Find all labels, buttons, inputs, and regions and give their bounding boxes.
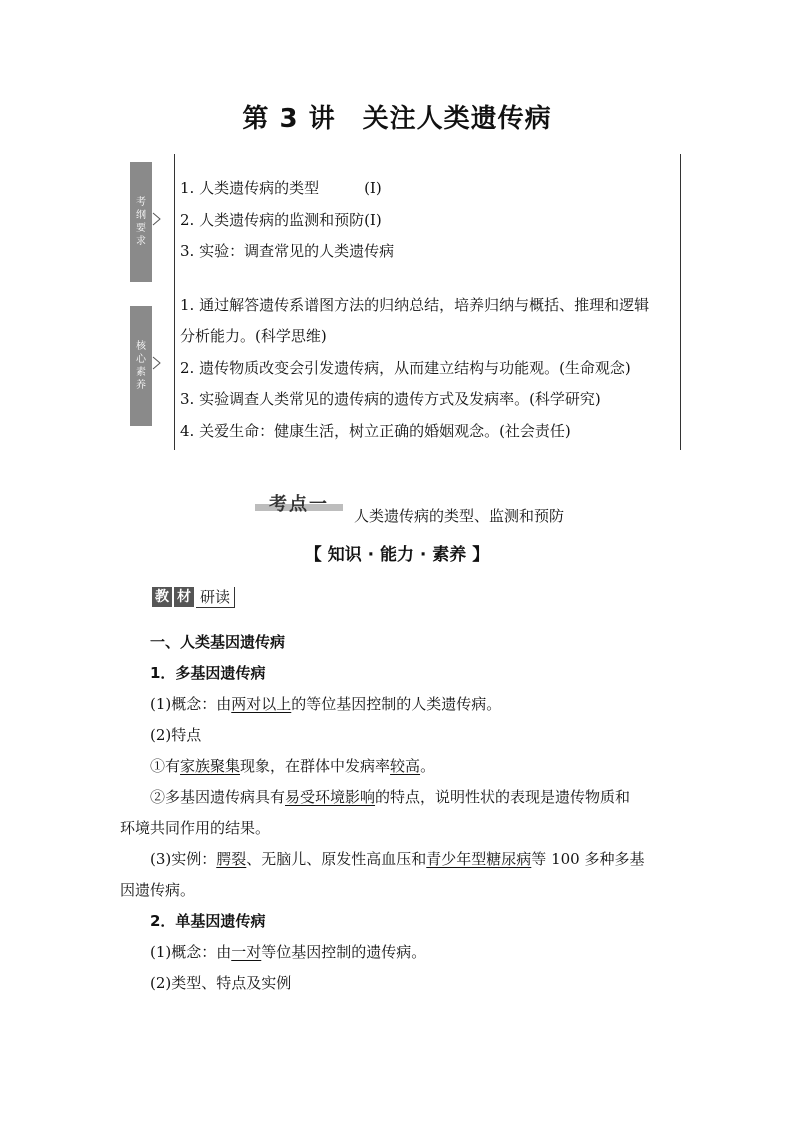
chevron-right-icon bbox=[152, 212, 162, 226]
heading-1: 一、人类基因遗传病 bbox=[150, 633, 286, 651]
objectives-label-requirements: 考纲要求 bbox=[130, 162, 152, 282]
requirement-item-2: 2. 人类遗传病的监测和预防(Ⅰ) bbox=[180, 211, 382, 229]
literacy-item-1-cont: 分析能力。(科学思维) bbox=[180, 327, 327, 345]
paragraph-line: 因遗传病。 bbox=[120, 881, 196, 899]
page-title: 第 3 讲 关注人类遗传病 bbox=[242, 104, 552, 134]
requirement-item-3: 3. 实验：调查常见的人类遗传病 bbox=[180, 242, 395, 260]
kaodian-badge bbox=[255, 490, 343, 516]
paragraph-line: (2)特点 bbox=[150, 726, 202, 744]
literacy-item-3: 3. 实验调查人类常见的遗传病的遗传方式及发病率。(科学研究) bbox=[180, 390, 601, 408]
tag-text: 研读 bbox=[196, 587, 235, 608]
paragraph-line: ②多基因遗传病具有易受环境影响的特点，说明性状的表现是遗传物质和 bbox=[150, 788, 631, 806]
tag-box-2: 材 bbox=[174, 587, 194, 607]
literacy-item-4: 4. 关爱生命：健康生活，树立正确的婚姻观念。(社会责任) bbox=[180, 422, 571, 440]
tag-box-1: 教 bbox=[152, 587, 172, 607]
paragraph-line: (2)类型、特点及实例 bbox=[150, 974, 292, 992]
chevron-right-icon bbox=[152, 356, 162, 370]
paragraph-line: ①有家族聚集现象，在群体中发病率较高。 bbox=[150, 757, 436, 775]
objectives-label-literacy: 核心素养 bbox=[130, 306, 152, 426]
requirement-item-1: 1. 人类遗传病的类型 (Ⅰ) bbox=[180, 179, 382, 197]
heading-3: 2．单基因遗传病 bbox=[150, 912, 266, 930]
heading-2: 1．多基因遗传病 bbox=[150, 664, 266, 682]
literacy-item-2: 2. 遗传物质改变会引发遗传病，从而建立结构与功能观。(生命观念) bbox=[180, 359, 631, 377]
paragraph-line: (1)概念：由一对等位基因控制的遗传病。 bbox=[150, 943, 427, 961]
kaodian-title: 人类遗传病的类型、监测和预防 bbox=[354, 507, 565, 525]
literacy-item-1: 1. 通过解答遗传系谱图方法的归纳总结，培养归纳与概括、推理和逻辑 bbox=[180, 296, 650, 314]
section-title: 【 知识 · 能力 · 素养 】 bbox=[304, 545, 490, 565]
paragraph-line: (1)概念：由两对以上的等位基因控制的人类遗传病。 bbox=[150, 695, 502, 713]
paragraph-line: (3)实例：腭裂、无脑儿、原发性高血压和青少年型糖尿病等 100 多种多基 bbox=[150, 850, 645, 868]
textbook-reading-tag bbox=[152, 587, 235, 609]
kaodian-badge-text: 考点一 bbox=[269, 494, 329, 515]
paragraph-line: 环境共同作用的结果。 bbox=[120, 819, 271, 837]
